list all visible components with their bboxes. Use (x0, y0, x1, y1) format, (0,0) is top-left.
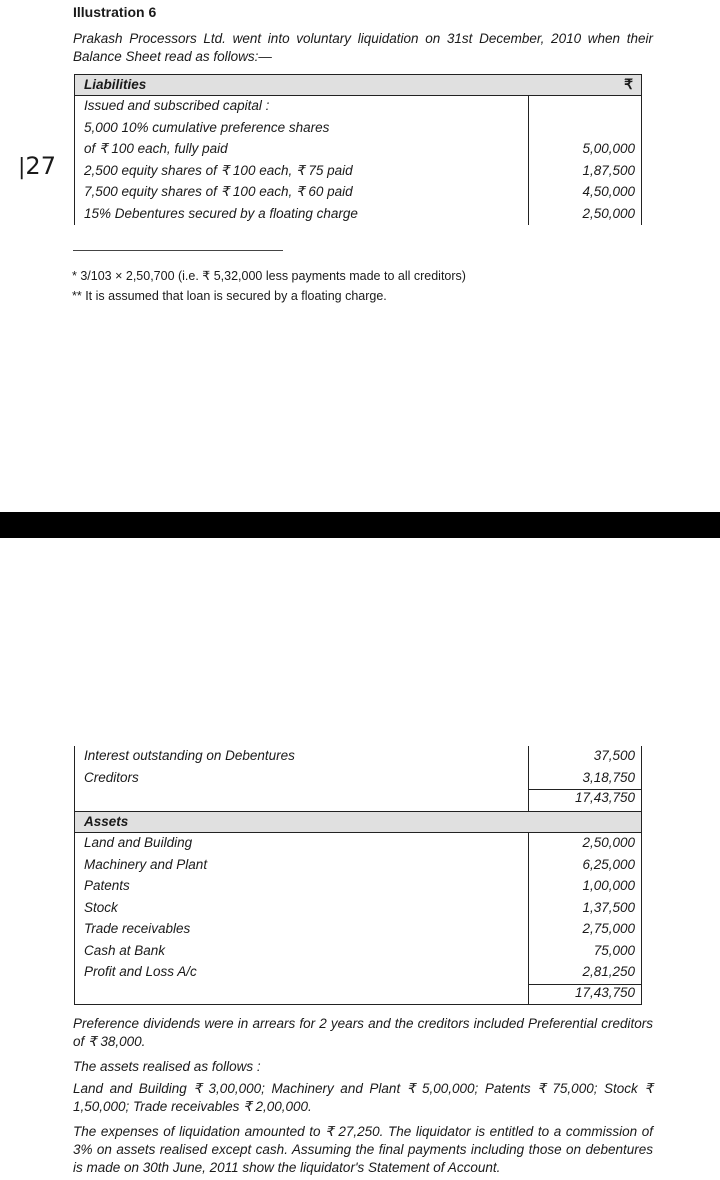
assets-total: 17,43,750 (574, 984, 635, 1000)
currency-symbol: ₹ (624, 76, 633, 92)
table-row (75, 833, 641, 855)
table-row (75, 204, 641, 226)
table-row (75, 139, 641, 161)
table-row (75, 898, 641, 920)
row-value: 37,500 (593, 748, 635, 763)
row-label: 7,500 equity shares of ₹ 100 each, ₹ 60 paid (84, 184, 353, 199)
assets-header: Assets (84, 814, 129, 829)
page-separator-bar (0, 512, 720, 538)
table-row (75, 746, 641, 768)
row-label: 15% Debentures secured by a floating charge (84, 205, 358, 221)
row-value: 2,81,250 (582, 964, 635, 979)
balance-sheet-table-bottom (74, 746, 642, 1005)
row-value: 2,50,000 (582, 835, 635, 850)
liabilities-total-row (75, 789, 641, 809)
closing-paragraph-1: Preference dividends were in arrears for 2 years and the creditors included Preferential creditors of ₹ 38,000. (73, 1016, 653, 1049)
closing-paragraph-2: The assets realised as follows : (73, 1059, 261, 1074)
footnote-2: ** It is assumed that loan is secured by a floating charge. (72, 289, 387, 303)
row-value: 5,00,000 (582, 141, 635, 156)
row-label: Creditors (84, 769, 139, 785)
row-value: 75,000 (593, 942, 635, 958)
table-row (75, 96, 641, 118)
liabilities-table-top (74, 74, 642, 225)
row-label: Trade receivables (84, 921, 191, 936)
table-row (75, 876, 641, 898)
row-value: 2,50,000 (582, 205, 635, 221)
assets-total-row (75, 984, 641, 1005)
liabilities-header: Liabilities (84, 77, 147, 92)
intro-paragraph: Prakash Processors Ltd. went into voluntary liquidation on 31st December, 2010 when their Balance Sheet read as follows:— (73, 31, 653, 64)
table-row (75, 161, 641, 183)
row-value: 4,50,000 (582, 184, 635, 199)
row-label: Patents (84, 878, 130, 893)
assets-header-row (75, 811, 641, 833)
row-label: 2,500 equity shares of ₹ 100 each, ₹ 75 paid (84, 162, 353, 178)
row-label: Cash at Bank (84, 942, 166, 958)
table-row (75, 962, 641, 984)
row-value: 2,75,000 (582, 921, 635, 936)
closing-paragraph-3: Land and Building ₹ 3,00,000; Machinery and Plant ₹ 5,00,000; Patents ₹ 75,000; Stock ₹ 1,50,000; Trade receivables ₹ 2,00,000. (73, 1081, 653, 1114)
row-label: Issued and subscribed capital : (84, 98, 270, 113)
illustration-title: Illustration 6 (73, 4, 157, 20)
table-row (75, 919, 641, 941)
row-label: of ₹ 100 each, fully paid (84, 141, 228, 156)
liabilities-header-row (75, 74, 641, 96)
table-row (75, 182, 641, 204)
table-row (75, 118, 641, 140)
row-value: 1,37,500 (582, 899, 635, 915)
closing-paragraph-4: The expenses of liquidation amounted to ₹ 27,250. The liquidator is entitled to a commission of 3% on assets realised except cash. Assuming the final payments including those on debentures is made on 30th June, 2011 show the liquidator's Statement of Account. (73, 1124, 653, 1175)
margin-page-label: |27 (18, 152, 56, 180)
row-label: Interest outstanding on Debentures (84, 748, 295, 763)
table-row (75, 768, 641, 790)
footnote-divider (73, 250, 283, 251)
footnote-1: * 3/103 × 2,50,700 (i.e. ₹ 5,32,000 less payments made to all creditors) (72, 269, 466, 283)
row-label: Profit and Loss A/c (84, 964, 197, 979)
table-row (75, 941, 641, 963)
row-label: Stock (84, 899, 118, 915)
row-label: 5,000 10% cumulative preference shares (84, 119, 330, 135)
row-value: 3,18,750 (582, 769, 635, 785)
row-label: Land and Building (84, 835, 193, 850)
row-value: 1,00,000 (582, 878, 635, 893)
liabilities-total: 17,43,750 (574, 790, 635, 805)
row-label: Machinery and Plant (84, 856, 208, 872)
table-row (75, 855, 641, 877)
row-value: 6,25,000 (582, 856, 635, 872)
row-value: 1,87,500 (582, 162, 635, 178)
